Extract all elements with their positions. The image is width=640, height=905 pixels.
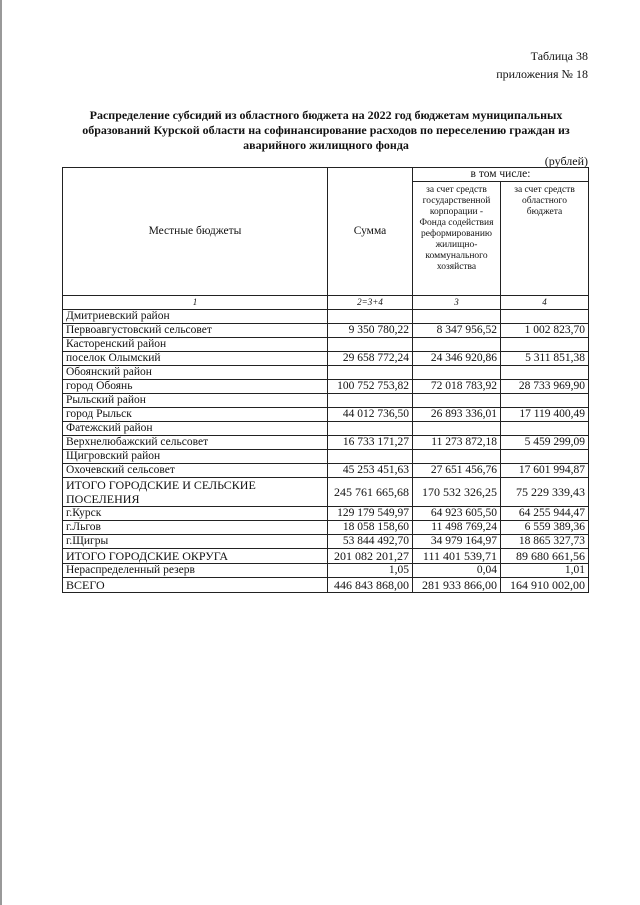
table-row	[63, 564, 589, 578]
cell-fund: 26 893 336,01	[413, 408, 501, 422]
cell-sum	[328, 394, 413, 408]
cell-name: ИТОГО ГОРОДСКИЕ И СЕЛЬСКИЕ ПОСЕЛЕНИЯ	[63, 478, 328, 507]
table-row	[63, 436, 589, 450]
cell-fund: 11 498 769,24	[413, 521, 501, 535]
cell-regional: 164 910 002,00	[501, 578, 589, 593]
cell-sum: 100 752 753,82	[328, 380, 413, 394]
cell-regional: 5 311 851,38	[501, 352, 589, 366]
cell-fund: 24 346 920,86	[413, 352, 501, 366]
district-row	[63, 422, 589, 436]
cell-fund	[413, 338, 501, 352]
cell-regional	[501, 394, 589, 408]
cell-fund: 111 401 539,71	[413, 549, 501, 564]
total-row	[63, 478, 589, 507]
cell-sum: 29 658 772,24	[328, 352, 413, 366]
column-index-row	[63, 296, 589, 310]
cell-name: Первоавгустовский сельсовет	[63, 324, 328, 338]
cell-fund: 11 273 872,18	[413, 436, 501, 450]
col-header-regional: за счет средств областного бюджета	[501, 182, 589, 296]
cell-name: Обоянский район	[63, 366, 328, 380]
cell-regional: 1 002 823,70	[501, 324, 589, 338]
cell-fund: 281 933 866,00	[413, 578, 501, 593]
cell-sum	[328, 450, 413, 464]
district-row	[63, 310, 589, 324]
cell-sum	[328, 366, 413, 380]
cell-regional	[501, 422, 589, 436]
cell-fund: 72 018 783,92	[413, 380, 501, 394]
cell-fund: 64 923 605,50	[413, 507, 501, 521]
cell-name: Касторенский район	[63, 338, 328, 352]
cell-sum	[328, 310, 413, 324]
cell-sum: 446 843 868,00	[328, 578, 413, 593]
units-label: (рублей)	[544, 154, 588, 168]
district-row	[63, 366, 589, 380]
cell-name: Фатежский район	[63, 422, 328, 436]
table-row	[63, 464, 589, 478]
cell-sum: 9 350 780,22	[328, 324, 413, 338]
district-row	[63, 338, 589, 352]
total-row	[63, 549, 589, 564]
appendix-label: приложения № 18	[496, 67, 588, 81]
cell-regional	[501, 366, 589, 380]
cell-name: поселок Олымский	[63, 352, 328, 366]
cell-fund: 27 651 456,76	[413, 464, 501, 478]
cell-name: г.Курск	[63, 507, 328, 521]
cell-regional: 6 559 389,36	[501, 521, 589, 535]
cell-sum	[328, 338, 413, 352]
table-row	[63, 408, 589, 422]
document-title: Распределение субсидий из областного бюджета на 2022 год бюджетам муниципальных образований Курской области на софинансирование расходов по переселению граждан из аварийного жилищного фонда	[82, 108, 570, 152]
cell-name: город Рыльск	[63, 408, 328, 422]
col-index-3: 3	[413, 296, 501, 310]
col-header-including: в том числе:	[413, 168, 589, 182]
district-row	[63, 394, 589, 408]
cell-regional: 28 733 969,90	[501, 380, 589, 394]
table-label: Таблица 38	[530, 49, 588, 63]
cell-name: г.Льгов	[63, 521, 328, 535]
cell-name: Щигровский район	[63, 450, 328, 464]
cell-name: Дмитриевский район	[63, 310, 328, 324]
total-row	[63, 578, 589, 593]
cell-regional	[501, 450, 589, 464]
district-row	[63, 450, 589, 464]
table-body	[63, 296, 589, 593]
cell-sum: 18 058 158,60	[328, 521, 413, 535]
cell-fund: 8 347 956,52	[413, 324, 501, 338]
cell-fund: 170 532 326,25	[413, 478, 501, 507]
col-index-2: 2=3+4	[328, 296, 413, 310]
cell-regional: 64 255 944,47	[501, 507, 589, 521]
col-header-fund: за счет средств государственной корпорации - Фонда содействия реформированию жилищно-коммунального хозяйства	[413, 182, 501, 296]
cell-fund	[413, 394, 501, 408]
cell-sum: 201 082 201,27	[328, 549, 413, 564]
table-row	[63, 521, 589, 535]
cell-name: Нераспределенный резерв	[63, 564, 328, 578]
cell-regional: 5 459 299,09	[501, 436, 589, 450]
cell-name: ВСЕГО	[63, 578, 328, 593]
cell-name: Охочевский сельсовет	[63, 464, 328, 478]
cell-regional: 17 119 400,49	[501, 408, 589, 422]
cell-sum: 16 733 171,27	[328, 436, 413, 450]
cell-name: Верхнелюбажский сельсовет	[63, 436, 328, 450]
budget-table	[62, 167, 589, 593]
cell-name: г.Щигры	[63, 535, 328, 549]
col-index-1: 1	[63, 296, 328, 310]
cell-sum: 1,05	[328, 564, 413, 578]
cell-regional	[501, 338, 589, 352]
cell-sum: 45 253 451,63	[328, 464, 413, 478]
cell-name: Рыльский район	[63, 394, 328, 408]
table-row	[63, 352, 589, 366]
cell-regional: 18 865 327,73	[501, 535, 589, 549]
cell-sum	[328, 422, 413, 436]
cell-name: город Обоянь	[63, 380, 328, 394]
col-header-name: Местные бюджеты	[63, 168, 328, 296]
cell-regional: 89 680 661,56	[501, 549, 589, 564]
cell-sum: 53 844 492,70	[328, 535, 413, 549]
cell-regional	[501, 310, 589, 324]
scan-edge	[0, 0, 2, 905]
cell-sum: 129 179 549,97	[328, 507, 413, 521]
table-row	[63, 380, 589, 394]
cell-fund: 0,04	[413, 564, 501, 578]
cell-regional: 17 601 994,87	[501, 464, 589, 478]
cell-fund	[413, 422, 501, 436]
table-row	[63, 324, 589, 338]
cell-fund: 34 979 164,97	[413, 535, 501, 549]
col-header-sum: Сумма	[328, 168, 413, 296]
cell-name: ИТОГО ГОРОДСКИЕ ОКРУГА	[63, 549, 328, 564]
cell-sum: 245 761 665,68	[328, 478, 413, 507]
cell-fund	[413, 450, 501, 464]
cell-fund	[413, 310, 501, 324]
col-index-4: 4	[501, 296, 589, 310]
cell-regional: 1,01	[501, 564, 589, 578]
cell-fund	[413, 366, 501, 380]
cell-regional: 75 229 339,43	[501, 478, 589, 507]
cell-sum: 44 012 736,50	[328, 408, 413, 422]
table-row	[63, 535, 589, 549]
table-row	[63, 507, 589, 521]
